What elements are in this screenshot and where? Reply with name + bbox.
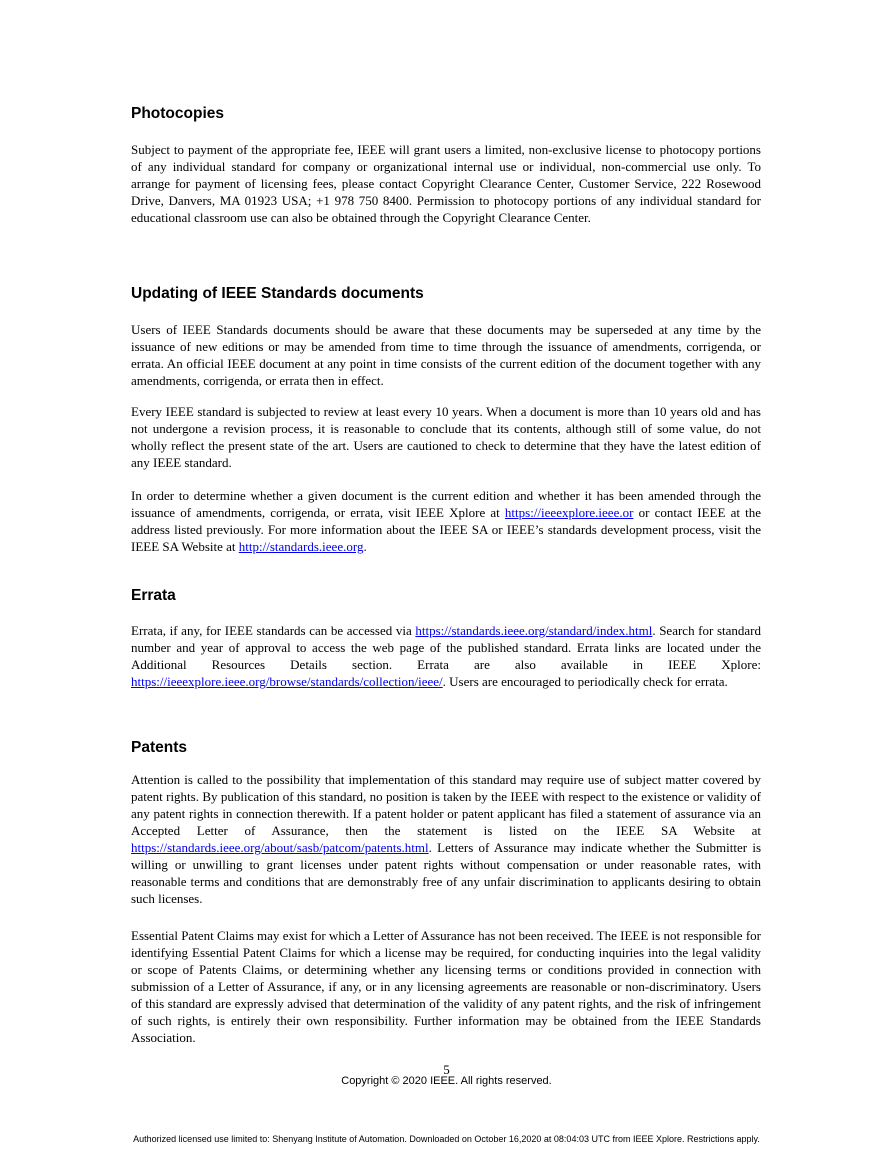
ieee-xplore-link[interactable]: https://ieeexplore.ieee.or xyxy=(504,505,634,520)
section-heading-updating: Updating of IEEE Standards documents xyxy=(131,285,424,302)
section-heading-photocopies: Photocopies xyxy=(131,105,225,122)
updating-paragraph-1: Users of IEEE Standards documents should be aware that these documents may be superseded at any time by the issuance of new editions or may be amended from time to time through the issuance of amendments, corrigenda, or errata. An official IEEE document at any point in time consists of the current edition of the document together with any amendments, corrigenda, or errata then in effect. xyxy=(131,322,761,388)
license-notice: Authorized licensed use limited to: Shenyang Institute of Automation. Downloaded on October 16,2020 at 08:04:03 UTC from IEEE Xplore. Restrictions apply. xyxy=(133,1134,760,1144)
errata-text-a: Errata, if any, for IEEE standards can be accessed via xyxy=(131,623,416,638)
section-heading-errata: Errata xyxy=(131,587,176,604)
patents-link[interactable]: https://standards.ieee.org/about/sasb/patcom/patents.html xyxy=(131,840,429,855)
updating-p3-text-a: In order to determine whether a given document is the current edition and whether it has been amended through the issuance of amendments, corrigenda, or errata, visit IEEE Xplore at xyxy=(131,488,761,520)
patents-text-a: Attention is called to the possibility that implementation of this standard may require use of subject matter covered by patent rights. By publication of this standard, no position is taken by the IEEE with respect to the existence or validity of any patent rights in connection therewith. If a patent holder or patent applicant has filed a statement of assurance via an Accepted Letter of Assurance, then the statement is listed on the IEEE SA Website at xyxy=(131,772,761,838)
updating-paragraph-3 xyxy=(131,487,761,555)
patents-paragraph-2: Essential Patent Claims may exist for which a Letter of Assurance has not been received. The IEEE is not responsible for identifying Essential Patent Claims for which a license may be required, for conducting inquiries into the legal validity or scope of Patents Claims, or determining whether any licensing terms or conditions provided in connection with submission of a Letter of Assurance, if any, or in any licensing agreements are reasonable or non-discriminatory. Users of this standard are expressly advised that determination of the validity of any patent rights, and the risk of infringement of such rights, is entirely their own responsibility. Further information may be obtained from the IEEE Standards Association. xyxy=(131,928,761,1045)
errata-xplore-collection-link[interactable]: https://ieeexplore.ieee.org/browse/standards/collection/ieee/ xyxy=(131,674,443,689)
errata-text-b: . Search for standard number and year of approval to access the web page of the published standard. Errata links are located under the Additional Resources Details section. Errata are also available in IEEE Xplore: xyxy=(131,623,761,672)
updating-p3-text-c: . xyxy=(363,539,367,554)
section-heading-patents: Patents xyxy=(131,739,187,756)
patents-paragraph-1 xyxy=(131,771,761,907)
errata-text-c: . Users are encouraged to periodically check for errata. xyxy=(442,674,728,689)
errata-standard-index-link[interactable]: https://standards.ieee.org/standard/index.html xyxy=(415,623,653,638)
standards-website-link[interactable]: http://standards.ieee.org xyxy=(238,539,364,554)
errata-paragraph xyxy=(131,622,761,690)
updating-p3-text-b: or contact IEEE at the address listed previously. For more information about the IEEE SA or IEEE’s standards development process, visit the IEEE SA Website at xyxy=(131,505,762,554)
page-number: 5 xyxy=(443,1062,450,1077)
patents-text-b: . Letters of Assurance may indicate whether the Submitter is willing or unwilling to grant licenses under patent rights without compensation or under reasonable rates, with reasonable terms and conditions that are demonstrably free of any unfair discrimination to applicants desiring to obtain such licenses. xyxy=(131,840,761,906)
copyright-notice: Copyright © 2020 IEEE. All rights reserved. xyxy=(341,1075,552,1087)
updating-paragraph-2: Every IEEE standard is subjected to review at least every 10 years. When a document is more than 10 years old and has not undergone a revision process, it is reasonable to conclude that its contents, although still of some value, do not wholly reflect the present state of the art. Users are cautioned to check to determine that they have the latest edition of any IEEE standard. xyxy=(131,404,761,470)
photocopies-paragraph: Subject to payment of the appropriate fee, IEEE will grant users a limited, non-exclusive license to photocopy portions of any individual standard for company or organizational internal use or individual, non-commercial use only. To arrange for payment of licensing fees, please contact Copyright Clearance Center, Customer Service, 222 Rosewood Drive, Danvers, MA 01923 USA; +1 978 750 8400. Permission to photocopy portions of any individual standard for educational classroom use can also be obtained through the Copyright Clearance Center. xyxy=(131,142,761,225)
